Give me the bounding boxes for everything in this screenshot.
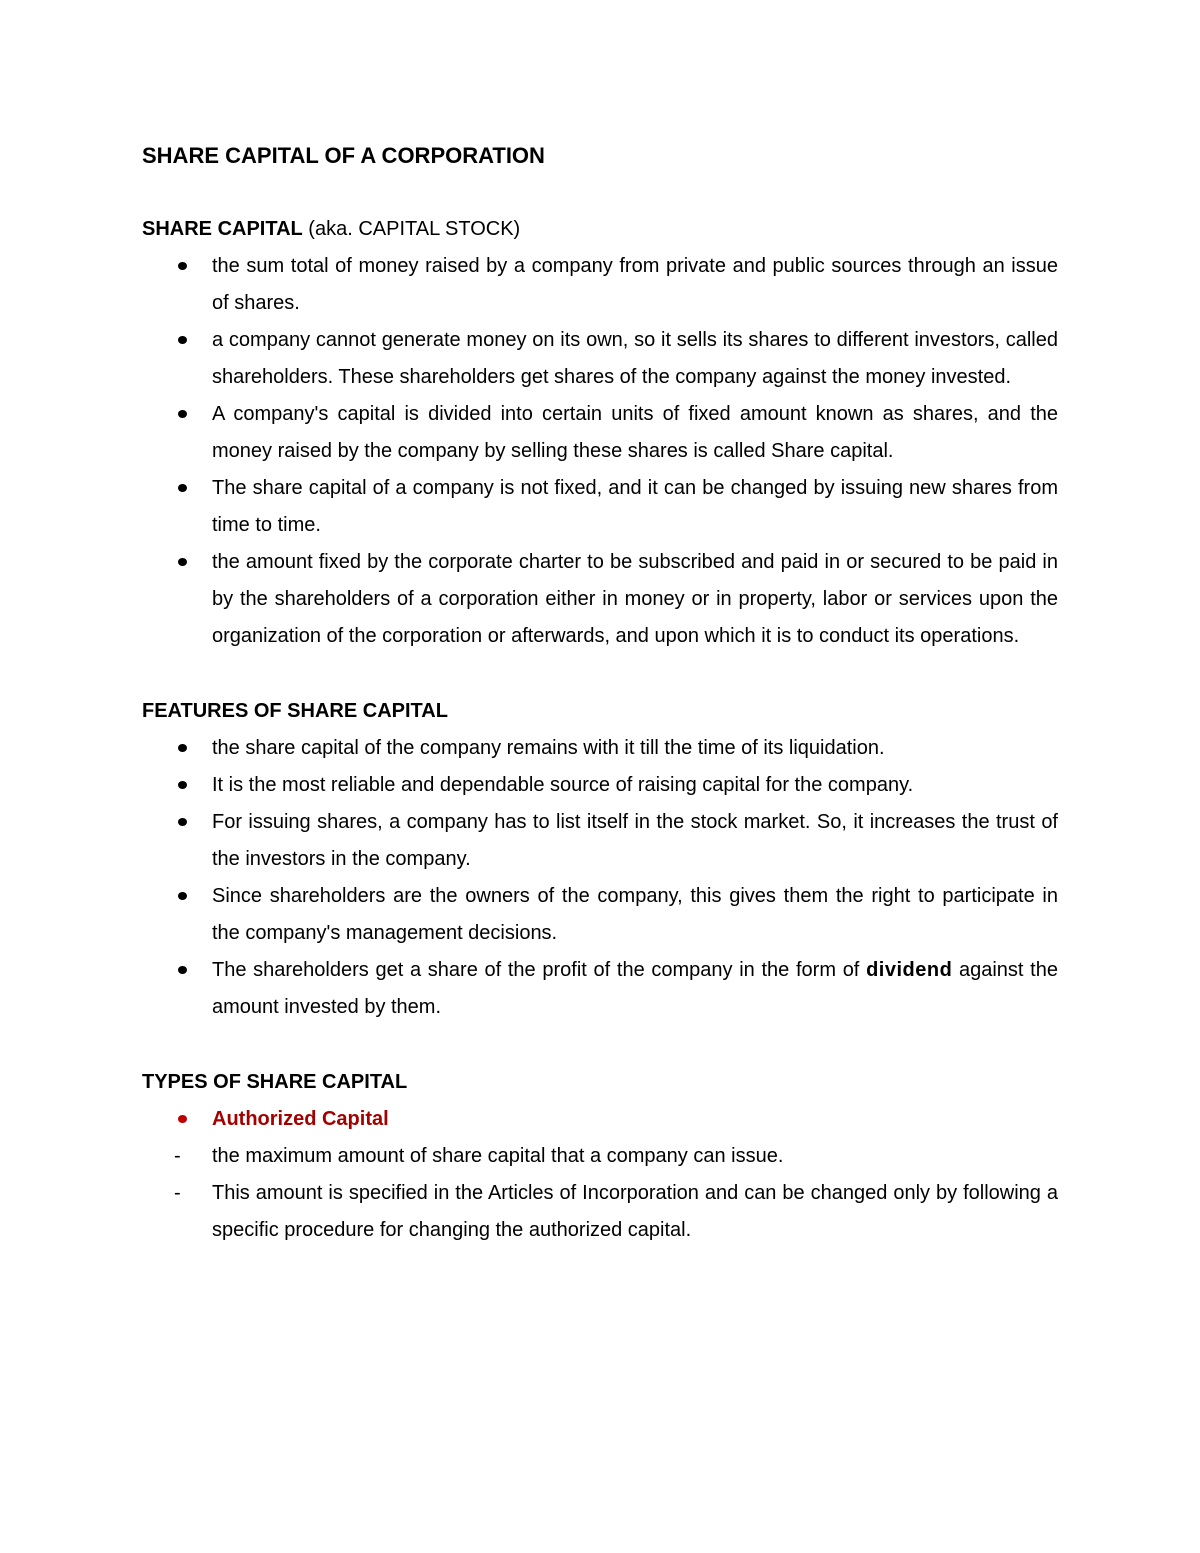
list-item-text: Since shareholders are the owners of the company, this gives them the right to participate in the company's management decisions. (212, 885, 1058, 944)
bullet-icon (178, 262, 187, 270)
list-item-text: the amount fixed by the corporate charter to be subscribed and paid in or secured to be paid in by the shareholders of a corporation either in money or in property, labor or services upon the organization of the corporation or afterwards, and upon which it is to conduct its operations. (212, 551, 1058, 647)
authorized-capital-label: Authorized Capital (212, 1108, 389, 1130)
list-item (142, 470, 1058, 544)
section-features (142, 693, 1058, 1026)
dividend-term: dividend (866, 959, 953, 981)
list-item-subheading (142, 1101, 1058, 1138)
bullet-icon (178, 558, 187, 566)
list-item (142, 396, 1058, 470)
list-item-text-after: against the amount invested by them. (212, 959, 1058, 1018)
list-item (142, 248, 1058, 322)
bullet-icon (178, 744, 187, 752)
list-item (142, 804, 1058, 878)
list-item (142, 767, 1058, 804)
bullet-icon (178, 818, 187, 826)
bullet-list (142, 248, 1058, 655)
section-heading (142, 211, 1058, 248)
list-item (142, 544, 1058, 655)
list-item-text: a company cannot generate money on its own, so it sells its shares to different investors, called shareholders. These shareholders get shares of the company against the money invested. (212, 329, 1058, 388)
list-item-text-before: The shareholders get a share of the profit of the company in the form of (212, 959, 867, 981)
bullet-icon (178, 484, 187, 492)
list-item (142, 322, 1058, 396)
list-item-text: the sum total of money raised by a company from private and public sources through an issue of shares. (212, 255, 1058, 314)
types-list (142, 1101, 1058, 1249)
section-heading (142, 693, 1058, 730)
section-share-capital (142, 211, 1058, 655)
document-title: SHARE CAPITAL OF A CORPORATION (142, 143, 545, 168)
section-heading-rest: (aka. CAPITAL STOCK) (302, 218, 521, 240)
bullet-icon (178, 410, 187, 418)
dash-icon: - (174, 1182, 181, 1204)
list-item-text: the share capital of the company remains with it till the time of its liquidation. (212, 737, 885, 759)
document-page (142, 137, 1058, 1287)
list-item-text: A company's capital is divided into certain units of fixed amount known as shares, and the money raised by the company by selling these shares is called Share capital. (212, 403, 1058, 462)
bullet-icon (178, 1115, 187, 1123)
list-item (142, 878, 1058, 952)
section-heading-bold: TYPES OF SHARE CAPITAL (142, 1071, 408, 1093)
section-heading-bold: FEATURES OF SHARE CAPITAL (142, 700, 448, 722)
dash-item-text: the maximum amount of share capital that a company can issue. (212, 1145, 784, 1167)
list-item (142, 730, 1058, 767)
section-heading (142, 1064, 1058, 1101)
bullet-list (142, 730, 1058, 1026)
dash-item-text: This amount is specified in the Articles of Incorporation and can be changed only by following a specific procedure for changing the authorized capital. (212, 1182, 1058, 1241)
list-item-text: For issuing shares, a company has to list itself in the stock market. So, it increases the trust of the investors in the company. (212, 811, 1058, 870)
dash-icon: - (174, 1145, 181, 1167)
dash-item (142, 1175, 1058, 1249)
list-item-text: It is the most reliable and dependable source of raising capital for the company. (212, 774, 914, 796)
dash-item (142, 1138, 1058, 1175)
bullet-icon (178, 892, 187, 900)
list-item (142, 952, 1058, 1026)
section-heading-bold: SHARE CAPITAL (142, 218, 303, 240)
bullet-icon (178, 781, 187, 789)
bullet-icon (178, 336, 187, 344)
list-item-text: The share capital of a company is not fixed, and it can be changed by issuing new shares from time to time. (212, 477, 1058, 536)
bullet-icon (178, 966, 187, 974)
section-types (142, 1064, 1058, 1249)
